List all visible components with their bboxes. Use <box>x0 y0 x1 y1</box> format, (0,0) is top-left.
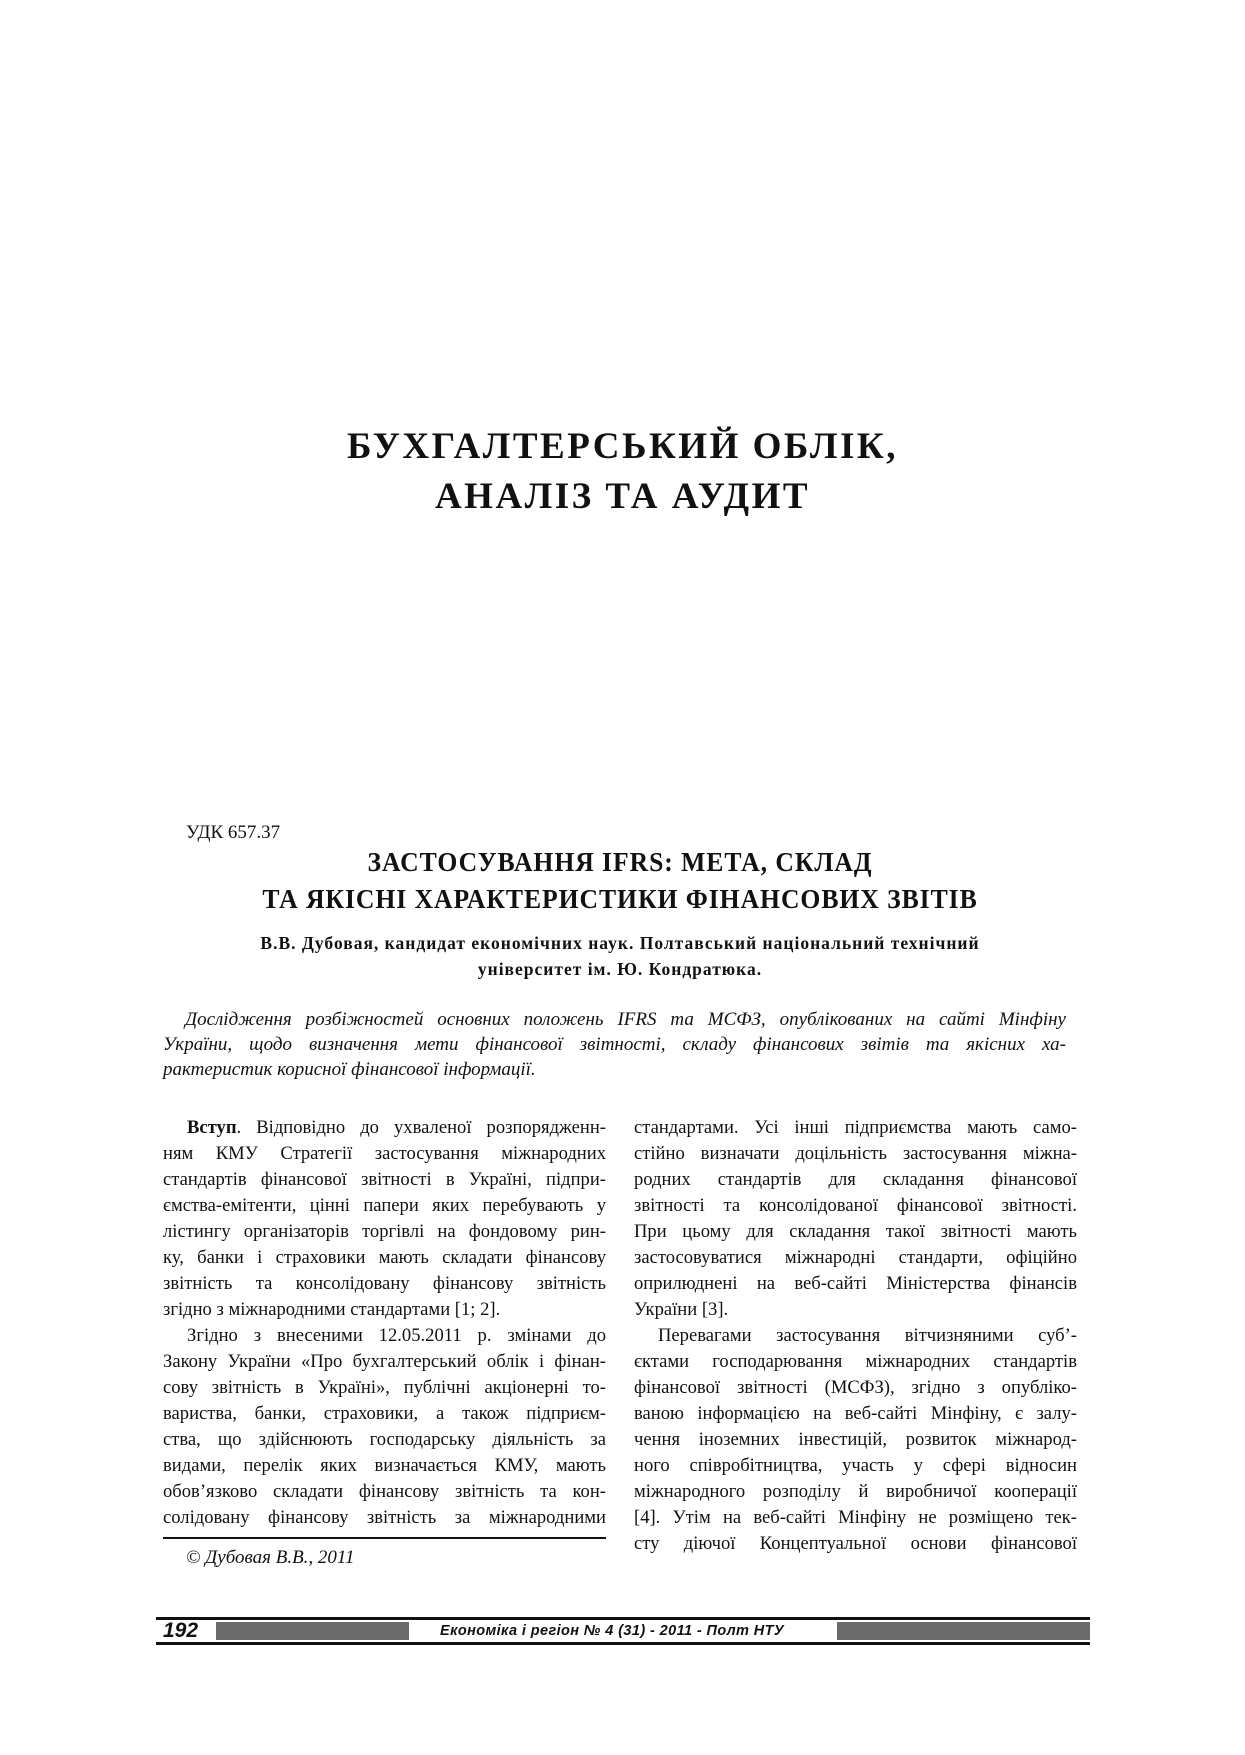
body-line: видами, перелік яких визначається КМУ, мають <box>163 1455 606 1476</box>
body-line: обов’язково складати фінансову звітність та кон- <box>163 1481 606 1502</box>
body-line: ням КМУ Стратегії застосування міжнародних <box>163 1143 606 1164</box>
body-line: застосовуватися міжнародні стандарти, офіційно <box>634 1247 1077 1268</box>
footer-bar-right <box>837 1622 1090 1640</box>
body-line: родних стандартів для складання фінансової <box>634 1169 1077 1190</box>
udk-code: УДК 657.37 <box>186 822 281 843</box>
body-line: України [3]. <box>634 1299 729 1320</box>
body-line: вариства, банки, страховики, а також підприєм- <box>163 1403 606 1424</box>
page-number: 192 <box>163 1619 199 1642</box>
body-line: звітності та консолідованої фінансової звітності. <box>634 1195 1077 1216</box>
author-line-1: В.В. Дубовая, кандидат економічних наук. Полтавський національний технічний <box>260 933 980 953</box>
body-line: звітність та консолідовану фінансову звітність <box>163 1273 606 1294</box>
copyright-note: © Дубовая В.В., 2011 <box>186 1547 355 1568</box>
body-line: ного співробітництва, участь у сфері відносин <box>634 1455 1077 1476</box>
body-column-left <box>163 1115 606 1531</box>
body-line: оприлюднені на веб-сайті Міністерства фінансів <box>634 1273 1077 1294</box>
body-line: Перевагами застосування вітчизняними суб’- <box>658 1325 1077 1346</box>
body-line: фінансової звітності (МСФЗ), згідно з опубліко- <box>634 1377 1077 1398</box>
body-line: стандартами. Усі інші підприємства мають само- <box>634 1117 1077 1138</box>
abstract <box>163 1007 1066 1082</box>
body-line: сту діючої Концептуальної основи фінансової <box>634 1533 1077 1554</box>
body-line: ства, що здійснюють господарську діяльність за <box>163 1429 606 1450</box>
body-line: згідно з міжнародними стандартами [1; 2]. <box>163 1299 501 1320</box>
abstract-line: Дослідження розбіжностей основних положень IFRS та МСФЗ, опублікованих на сайті Мінфіну <box>185 1009 1066 1030</box>
body-line: чення іноземних інвестицій, розвиток міжнарод- <box>634 1429 1077 1450</box>
body-line: солідовану фінансову звітність за міжнародними <box>163 1507 606 1528</box>
body-line: стандартів фінансової звітності в Україні, підпри- <box>163 1169 606 1190</box>
body-line: ваною інформацією на веб-сайті Мінфіну, є залу- <box>634 1403 1077 1424</box>
footer-bar-left <box>216 1622 409 1640</box>
body-line: [4]. Утім на веб-сайті Мінфіну не розміщено тек- <box>634 1507 1077 1528</box>
article-title-line-1: ЗАСТОСУВАННЯ IFRS: МЕТА, СКЛАД <box>367 847 873 877</box>
body-line: Закону України «Про бухгалтерський облік і фінан- <box>163 1351 606 1372</box>
body-line: ємства-емітенти, цінні папери яких перебувають у <box>163 1195 606 1216</box>
footnote-divider <box>163 1537 606 1539</box>
body-line: лістингу організаторів торгівлі на фондовому рин- <box>163 1221 606 1242</box>
author-line-2: університет ім. Ю. Кондратюка. <box>477 959 763 979</box>
body-column-right <box>634 1115 1077 1557</box>
body-line: міжнародного розподілу й виробничої кооперації <box>634 1481 1077 1502</box>
abstract-line: рактеристик корисної фінансової інформації. <box>163 1059 536 1080</box>
body-line: стійно визначати доцільність застосування міжна- <box>634 1143 1077 1164</box>
abstract-line: України, щодо визначення мети фінансової звітності, складу фінансових звітів та якісних ха- <box>163 1034 1066 1055</box>
article-title-line-2: ТА ЯКІСНІ ХАРАКТЕРИСТИКИ ФІНАНСОВИХ ЗВІТІВ <box>262 884 978 914</box>
body-line: Вступ. Відповідно до ухваленої розпорядженн- <box>187 1117 606 1138</box>
intro-label: Вступ <box>187 1117 237 1138</box>
body-line: ку, банки і страховики мають складати фінансову <box>163 1247 606 1268</box>
section-title-line-1: БУХГАЛТЕРСЬКИЙ ОБЛІК, <box>347 426 898 467</box>
journal-running-head: Економіка і регіон № 4 (31) - 2011 - Полт НТУ <box>440 1623 785 1639</box>
body-line: Згідно з внесеними 12.05.2011 р. змінами до <box>187 1325 606 1346</box>
section-title-line-2: АНАЛІЗ ТА АУДИТ <box>434 476 811 517</box>
footer-rule-bottom <box>156 1642 1090 1645</box>
body-line: єктами господарювання міжнародних стандартів <box>634 1351 1077 1372</box>
body-line: сову звітність в Україні», публічні акціонерні то- <box>163 1377 606 1398</box>
footer-rule-top <box>156 1617 1090 1620</box>
body-line: При цьому для складання такої звітності мають <box>634 1221 1077 1242</box>
